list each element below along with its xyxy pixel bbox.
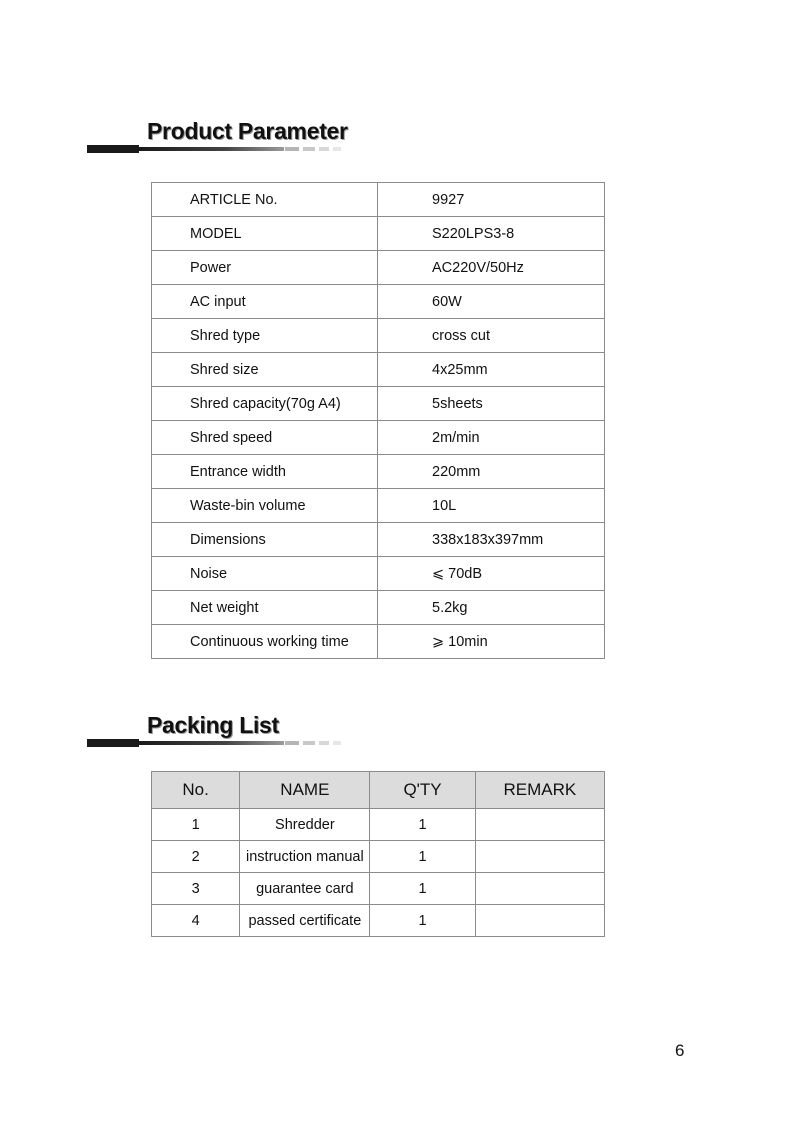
item-quantity: 1 [370,905,475,937]
heading-rule-dash [303,741,315,745]
parameter-value: AC220V/50Hz [378,251,605,285]
parameter-value: 5sheets [378,387,605,421]
parameter-value: cross cut [378,319,605,353]
parameter-label: Entrance width [152,455,378,489]
parameter-value: 2m/min [378,421,605,455]
table-row [152,625,605,659]
heading-rule-dash [319,147,329,151]
table-row [152,489,605,523]
table-row [152,353,605,387]
table-row [152,251,605,285]
heading-rule-dash [333,147,341,151]
heading-rule [87,739,139,747]
heading-rule [87,145,139,153]
item-number: 2 [152,841,240,873]
table-row [152,217,605,251]
item-number: 3 [152,873,240,905]
parameter-value: 10L [378,489,605,523]
product-parameter-table [151,182,605,659]
parameter-label: Shred speed [152,421,378,455]
heading-rule-dash [303,147,315,151]
parameter-label: AC input [152,285,378,319]
column-header-name: NAME [240,772,370,809]
table-header-row [152,772,605,809]
parameter-label: ARTICLE No. [152,183,378,217]
item-name: guarantee card [240,873,370,905]
table-row [152,841,605,873]
table-row [152,557,605,591]
parameter-label: Continuous working time [152,625,378,659]
parameter-label: Shred size [152,353,378,387]
item-name: passed certificate [240,905,370,937]
table-row [152,455,605,489]
parameter-label: MODEL [152,217,378,251]
table-row [152,421,605,455]
table-row [152,591,605,625]
table-row [152,905,605,937]
packing-list-table [151,771,605,937]
parameter-value: S220LPS3-8 [378,217,605,251]
parameter-label: Net weight [152,591,378,625]
parameter-value: ⩾ 10min [378,625,605,659]
heading-rule-dash [333,741,341,745]
item-quantity: 1 [370,841,475,873]
item-number: 4 [152,905,240,937]
parameter-label: Noise [152,557,378,591]
table-row [152,319,605,353]
table-row [152,285,605,319]
parameter-value: ⩽ 70dB [378,557,605,591]
parameter-label: Shred capacity(70g A4) [152,387,378,421]
heading-rule-line [139,741,284,745]
column-header-no: No. [152,772,240,809]
parameter-label: Dimensions [152,523,378,557]
parameter-value: 220mm [378,455,605,489]
parameter-label: Power [152,251,378,285]
parameter-value: 338x183x397mm [378,523,605,557]
page-number: 6 [675,1041,685,1060]
item-remark [475,841,604,873]
heading-rule-line [139,147,284,151]
packing-list-heading [87,712,357,742]
item-name: instruction manual [240,841,370,873]
column-header-remark: REMARK [475,772,604,809]
item-remark [475,905,604,937]
table-row [152,809,605,841]
item-remark [475,809,604,841]
item-quantity: 1 [370,809,475,841]
table-row [152,873,605,905]
item-remark [475,873,604,905]
parameter-label: Waste-bin volume [152,489,378,523]
heading-rule-dash [319,741,329,745]
parameter-value: 9927 [378,183,605,217]
parameter-label: Shred type [152,319,378,353]
table-row [152,387,605,421]
column-header-qty: Q'TY [370,772,475,809]
section-title: Packing List [147,712,279,738]
item-quantity: 1 [370,873,475,905]
item-name: Shredder [240,809,370,841]
table-row [152,523,605,557]
product-parameter-heading [87,118,357,148]
heading-rule-dash [285,147,299,151]
table-row [152,183,605,217]
parameter-value: 60W [378,285,605,319]
heading-rule-dash [285,741,299,745]
parameter-value: 4x25mm [378,353,605,387]
item-number: 1 [152,809,240,841]
section-title: Product Parameter [147,118,348,144]
parameter-value: 5.2kg [378,591,605,625]
